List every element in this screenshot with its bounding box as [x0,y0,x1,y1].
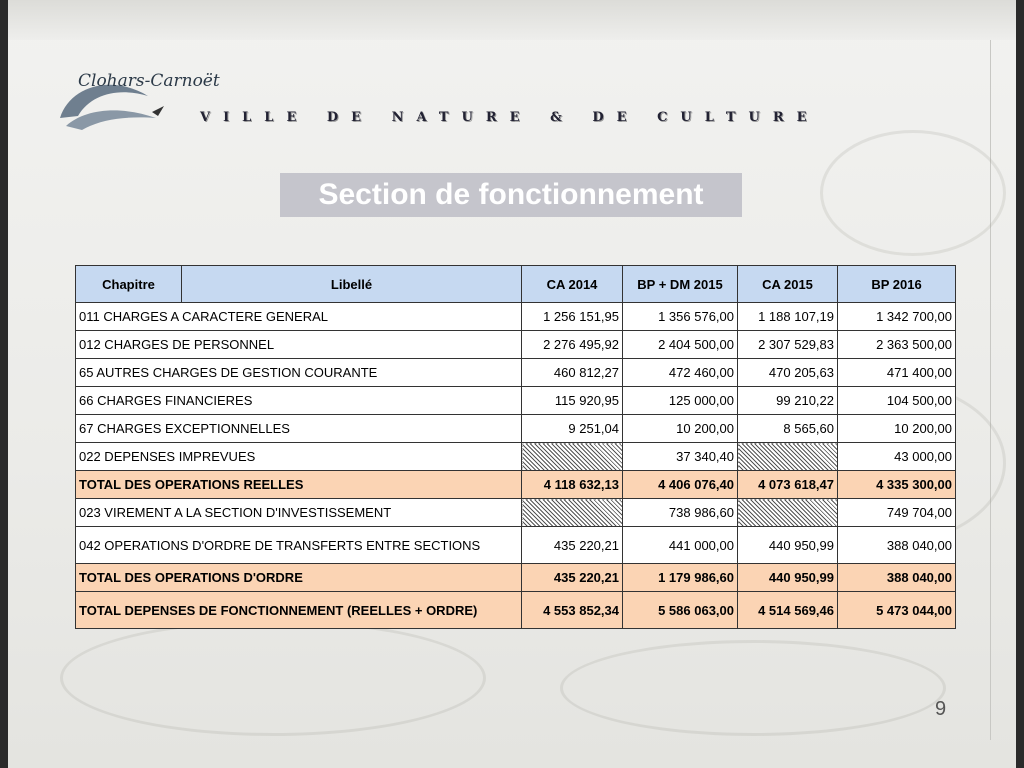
hatched-empty-cell [522,499,623,527]
hatched-empty-cell [738,443,838,471]
row-value: 1 256 151,95 [522,303,623,331]
row-value: 441 000,00 [623,527,738,564]
row-value: 738 986,60 [623,499,738,527]
table-total-row [76,592,956,629]
row-value: 4 335 300,00 [838,471,956,499]
row-value: 5 473 044,00 [838,592,956,629]
table-row [76,499,956,527]
expenses-table [75,265,956,629]
table-total-row [76,471,956,499]
row-value: 1 179 986,60 [623,564,738,592]
table-row [76,527,956,564]
row-value: 1 356 576,00 [623,303,738,331]
row-value: 388 040,00 [838,564,956,592]
row-label: 67 CHARGES EXCEPTIONNELLES [76,415,522,443]
table-row [76,331,956,359]
row-value: 2 276 495,92 [522,331,623,359]
slide-title: Section de fonctionnement [318,178,704,211]
row-value: 471 400,00 [838,359,956,387]
svg-text:Clohars-Carnoët: Clohars-Carnoët [78,71,220,91]
row-value: 5 586 063,00 [623,592,738,629]
hatched-empty-cell [738,499,838,527]
row-value: 440 950,99 [738,527,838,564]
row-value: 43 000,00 [838,443,956,471]
row-label: 022 DEPENSES IMPREVUES [76,443,522,471]
title-box [280,173,742,217]
row-value: 125 000,00 [623,387,738,415]
table-row [76,303,956,331]
table-row [76,443,956,471]
page-number: 9 [935,698,947,720]
row-value: 460 812,27 [522,359,623,387]
left-edge [0,0,8,768]
row-value: 8 565,60 [738,415,838,443]
row-value: 1 188 107,19 [738,303,838,331]
row-value: 435 220,21 [522,527,623,564]
background-swirl [820,130,1006,256]
row-value: 2 307 529,83 [738,331,838,359]
row-label: TOTAL DES OPERATIONS REELLES [76,471,522,499]
background-swirl [60,620,486,736]
row-value: 99 210,22 [738,387,838,415]
row-value: 388 040,00 [838,527,956,564]
row-value: 2 404 500,00 [623,331,738,359]
row-value: 4 073 618,47 [738,471,838,499]
hatched-empty-cell [522,443,623,471]
row-value: 10 200,00 [838,415,956,443]
background-swirl [560,640,946,736]
row-value: 440 950,99 [738,564,838,592]
row-value: 4 118 632,13 [522,471,623,499]
header-ca-2015: CA 2015 [738,266,838,303]
row-value: 4 514 569,46 [738,592,838,629]
table-row [76,415,956,443]
row-label: TOTAL DEPENSES DE FONCTIONNEMENT (REELLES + ORDRE) [76,592,522,629]
row-label: 042 OPERATIONS D'ORDRE DE TRANSFERTS ENTRE SECTIONS [76,527,522,564]
row-value: 115 920,95 [522,387,623,415]
row-label: 012 CHARGES DE PERSONNEL [76,331,522,359]
row-value: 435 220,21 [522,564,623,592]
row-value: 104 500,00 [838,387,956,415]
town-logo [52,56,220,140]
row-value: 9 251,04 [522,415,623,443]
header-libelle: Libellé [182,266,522,303]
table-row [76,387,956,415]
row-value: 2 363 500,00 [838,331,956,359]
row-label: 023 VIREMENT A LA SECTION D'INVESTISSEMENT [76,499,522,527]
row-value: 470 205,63 [738,359,838,387]
decorative-line [990,40,991,740]
table-total-row [76,564,956,592]
header-bp-2016: BP 2016 [838,266,956,303]
header-bp-dm-2015: BP + DM 2015 [623,266,738,303]
row-value: 37 340,40 [623,443,738,471]
top-band [0,0,1024,40]
header-ca-2014: CA 2014 [522,266,623,303]
table-header-row [76,266,956,303]
row-value: 749 704,00 [838,499,956,527]
row-label: 66 CHARGES FINANCIERES [76,387,522,415]
row-label: TOTAL DES OPERATIONS D'ORDRE [76,564,522,592]
table-row [76,359,956,387]
row-label: 011 CHARGES A CARACTERE GENERAL [76,303,522,331]
town-motto [200,102,820,132]
row-value: 10 200,00 [623,415,738,443]
header-chapitre: Chapitre [76,266,182,303]
row-value: 472 460,00 [623,359,738,387]
row-value: 4 553 852,34 [522,592,623,629]
table-body [76,303,956,629]
motto-text: VILLE DE NATURE & DE CULTURE [200,109,820,125]
row-value: 4 406 076,40 [623,471,738,499]
row-value: 1 342 700,00 [838,303,956,331]
right-edge [1016,0,1024,768]
row-label: 65 AUTRES CHARGES DE GESTION COURANTE [76,359,522,387]
